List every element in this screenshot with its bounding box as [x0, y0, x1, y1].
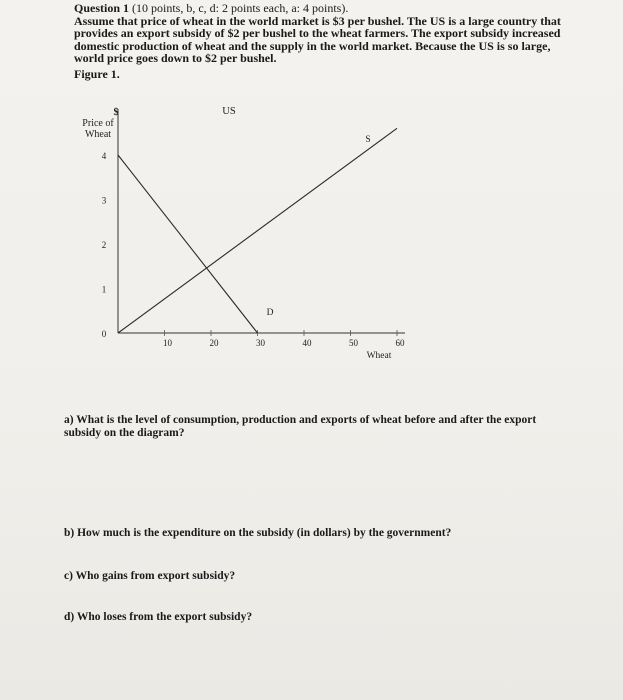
series-label-s: S — [365, 135, 371, 145]
question-description: Assume that price of wheat in the world market is $3 per bushel. The US is a large country that provides an export subsidy of $2 per bushel to the wheat farmers. The export subsidy increased domestic production of wheat and the supply in the world market. Because the US is so large, world price goes down to $2 per bushel. — [74, 13, 561, 66]
x-tick-label: 10 — [163, 338, 172, 348]
chart-title: US — [222, 106, 236, 117]
x-axis-label: Wheat — [366, 351, 392, 361]
chart-labels — [82, 106, 405, 361]
question-part-d: d) Who loses from the export subsidy? — [64, 611, 253, 623]
series-line-d — [118, 155, 258, 333]
y-tick-label: 1 — [101, 284, 107, 295]
y-tick-label: 3 — [101, 195, 107, 206]
y-tick-label: 4 — [101, 151, 107, 161]
question-title: Question 1 — [74, 1, 130, 15]
question-points: (10 points, b, c, d: 2 points each, a: 4 points). — [129, 1, 349, 15]
y-axis-label: Wheat — [84, 129, 112, 140]
y-tick-label: 2 — [101, 240, 107, 250]
figure-label: Figure 1. — [74, 66, 120, 81]
y-axis-label: Price of — [82, 118, 114, 129]
x-tick-label: 50 — [349, 338, 358, 348]
x-tick-label: 20 — [209, 338, 219, 348]
y-tick-label: 0 — [101, 329, 107, 339]
question-part-b: b) How much is the expenditure on the subsidy (in dollars) by the government? — [64, 527, 452, 539]
x-tick-label: 30 — [256, 338, 265, 348]
question-header — [74, 2, 564, 81]
x-tick-label: 40 — [302, 338, 312, 348]
question-part-c: c) Who gains from export subsidy? — [64, 570, 236, 582]
y-axis-label: $ — [113, 107, 119, 118]
x-tick-label: 60 — [395, 338, 405, 348]
question-part-a: a) What is the level of consumption, production and exports of wheat before and after the export subsidy on the diagram? — [64, 414, 537, 439]
series-label-d: D — [266, 308, 274, 318]
series-line-s — [118, 128, 397, 333]
chart-marks — [118, 128, 397, 333]
